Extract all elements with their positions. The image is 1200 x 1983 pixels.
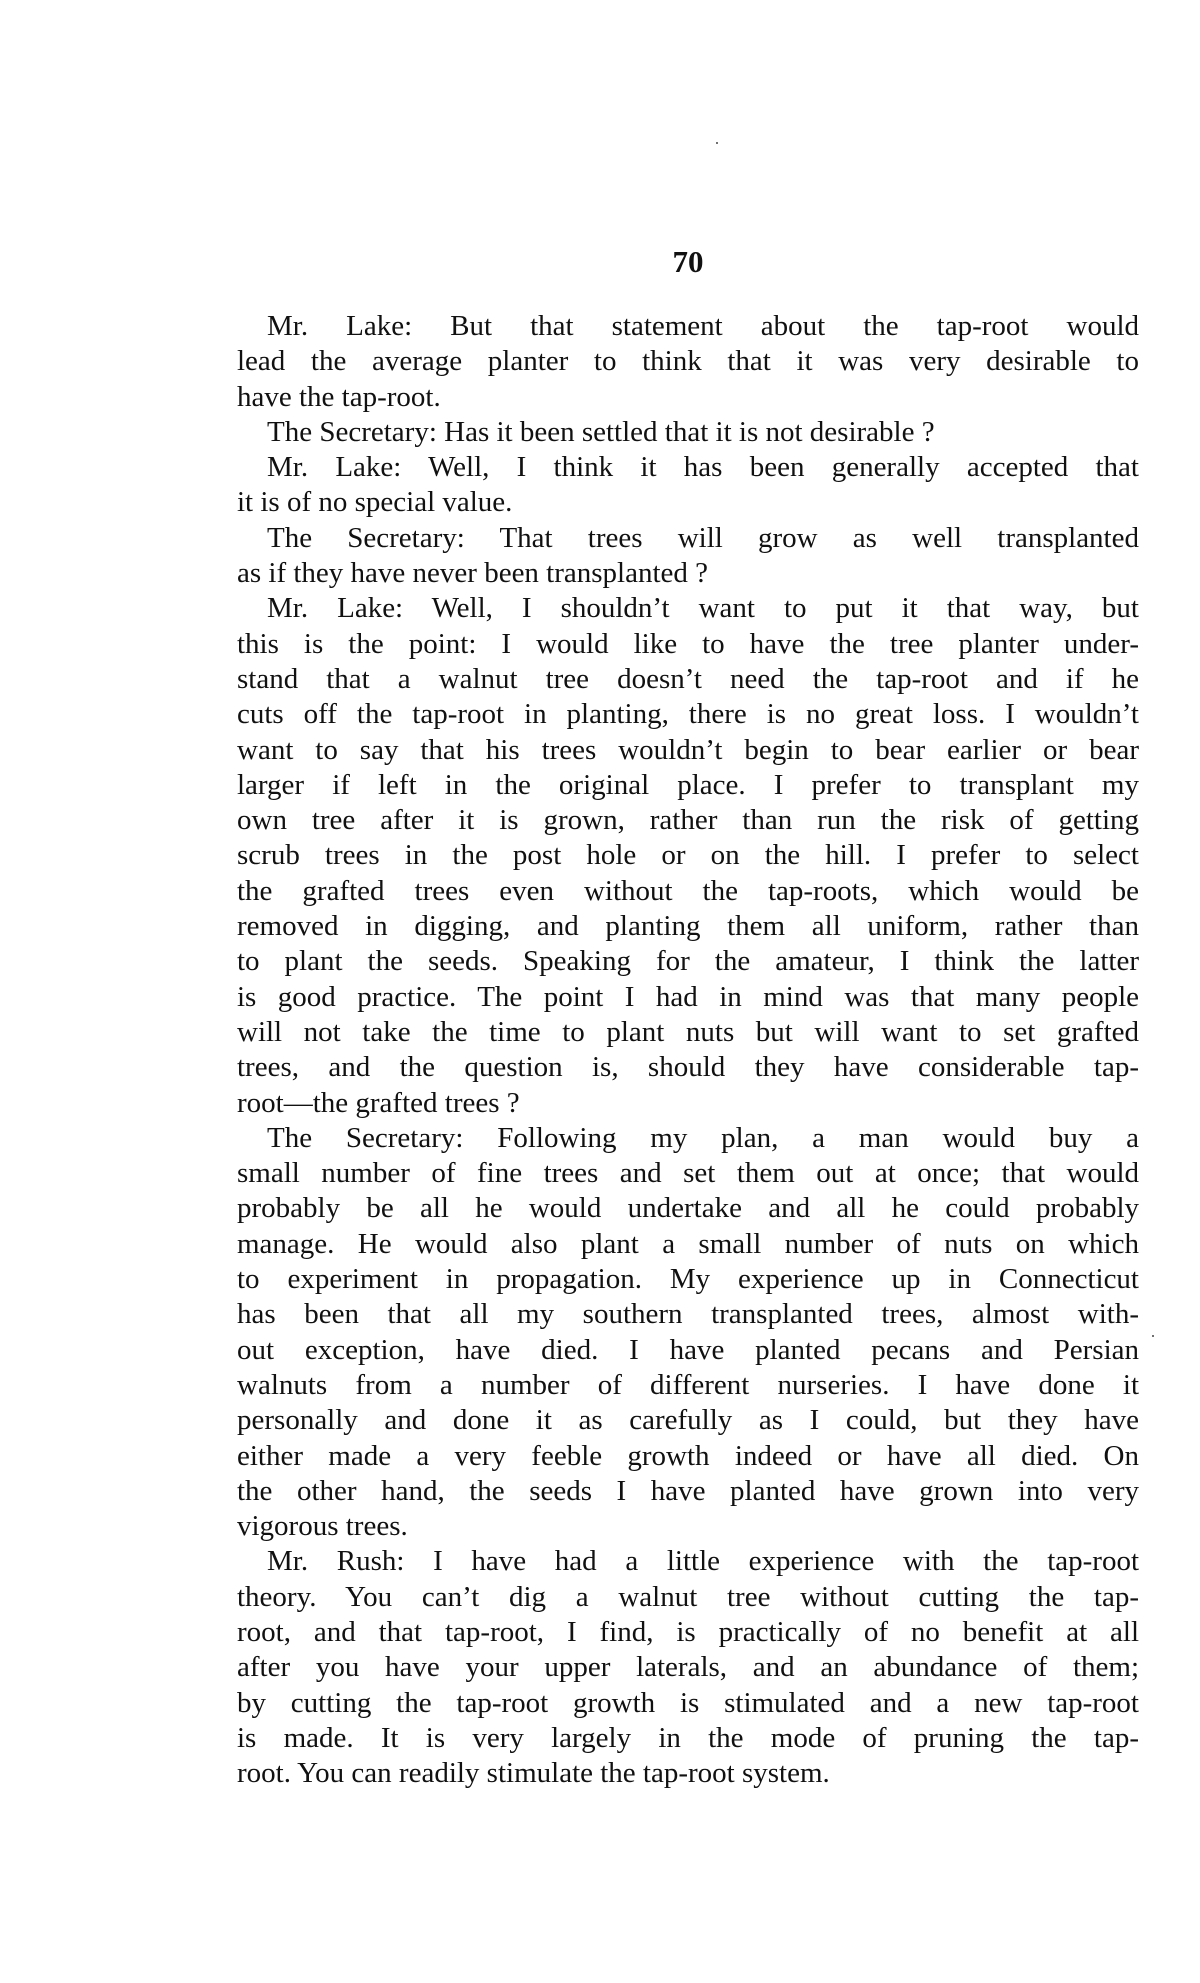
scan-speck: [1152, 1335, 1154, 1337]
text-line: stand that a walnut tree doesn’t need the tap-root and if he: [237, 662, 1139, 695]
text-line: cuts off the tap-root in planting, there is no great loss. I wouldn’t: [237, 698, 1139, 731]
text-line: have the tap-root.: [237, 380, 441, 413]
text-line: removed in digging, and planting them all uniform, rather than: [237, 910, 1139, 943]
text-line: vigorous trees.: [237, 1510, 408, 1543]
text-line: trees, and the question is, should they have considerable tap-: [237, 1051, 1139, 1084]
text-line: Mr. Lake: Well, I shouldn’t want to put it that way, but: [267, 592, 1139, 625]
text-line: theory. You can’t dig a walnut tree without cutting the tap-: [237, 1580, 1139, 1613]
text-line: to plant the seeds. Speaking for the amateur, I think the latter: [237, 945, 1139, 978]
text-line: has been that all my southern transplanted trees, almost with-: [237, 1298, 1139, 1331]
text-line: either made a very feeble growth indeed or have all died. On: [237, 1439, 1139, 1472]
body-text: [237, 309, 1139, 1791]
page-number: 70: [672, 244, 704, 279]
text-line: to experiment in propagation. My experience up in Connecticut: [237, 1263, 1139, 1296]
paragraph: [237, 309, 1139, 415]
paragraph: [237, 415, 1139, 450]
text-line: after you have your upper laterals, and an abundance of them;: [237, 1651, 1139, 1684]
paragraph: [237, 450, 1139, 521]
text-line: manage. He would also plant a small number of nuts on which: [237, 1227, 1139, 1260]
text-line: want to say that his trees wouldn’t begin to bear earlier or bear: [237, 733, 1139, 766]
scan-speck: [716, 142, 718, 144]
text-line: will not take the time to plant nuts but will want to set grafted: [237, 1015, 1139, 1048]
text-line: it is of no special value.: [237, 486, 513, 519]
text-line: personally and done it as carefully as I could, but they have: [237, 1404, 1139, 1437]
text-line: own tree after it is grown, rather than run the risk of getting: [237, 804, 1139, 837]
text-line: Mr. Lake: But that statement about the tap-root would: [267, 310, 1139, 342]
text-line: the other hand, the seeds I have planted have grown into very: [237, 1474, 1139, 1507]
text-line: The Secretary: Following my plan, a man would buy a: [267, 1121, 1139, 1154]
text-line: is made. It is very largely in the mode of pruning the tap-: [237, 1721, 1139, 1754]
text-line: Mr. Lake: Well, I think it has been generally accepted that: [267, 451, 1139, 484]
paragraph: [237, 1121, 1139, 1545]
text-line: root—the grafted trees ?: [237, 1086, 520, 1119]
text-line: lead the average planter to think that it was very desirable to: [237, 345, 1139, 378]
text-line: root. You can readily stimulate the tap-root system.: [237, 1757, 830, 1790]
text-line: as if they have never been transplanted ?: [237, 557, 709, 590]
text-line: this is the point: I would like to have the tree planter under-: [237, 627, 1139, 660]
text-line: The Secretary: Has it been settled that it is not desirable ?: [267, 415, 935, 448]
text-line: root, and that tap-root, I find, is practically of no benefit at all: [237, 1615, 1139, 1648]
text-line: The Secretary: That trees will grow as well transplanted: [267, 521, 1139, 554]
paragraph: [237, 591, 1139, 1120]
text-line: out exception, have died. I have planted pecans and Persian: [237, 1333, 1139, 1366]
paragraph: [237, 1544, 1139, 1791]
text-line: is good practice. The point I had in mind was that many people: [237, 980, 1139, 1013]
text-line: larger if left in the original place. I prefer to transplant my: [237, 768, 1139, 801]
text-line: small number of fine trees and set them out at once; that would: [237, 1157, 1139, 1190]
text-line: by cutting the tap-root growth is stimulated and a new tap-root: [237, 1686, 1139, 1719]
text-line: the grafted trees even without the tap-roots, which would be: [237, 874, 1139, 907]
paragraph: [237, 521, 1139, 592]
text-line: probably be all he would undertake and all he could probably: [237, 1192, 1139, 1225]
text-line: Mr. Rush: I have had a little experience with the tap-root: [267, 1545, 1139, 1578]
text-line: scrub trees in the post hole or on the hill. I prefer to select: [237, 839, 1139, 872]
text-line: walnuts from a number of different nurseries. I have done it: [237, 1368, 1139, 1401]
